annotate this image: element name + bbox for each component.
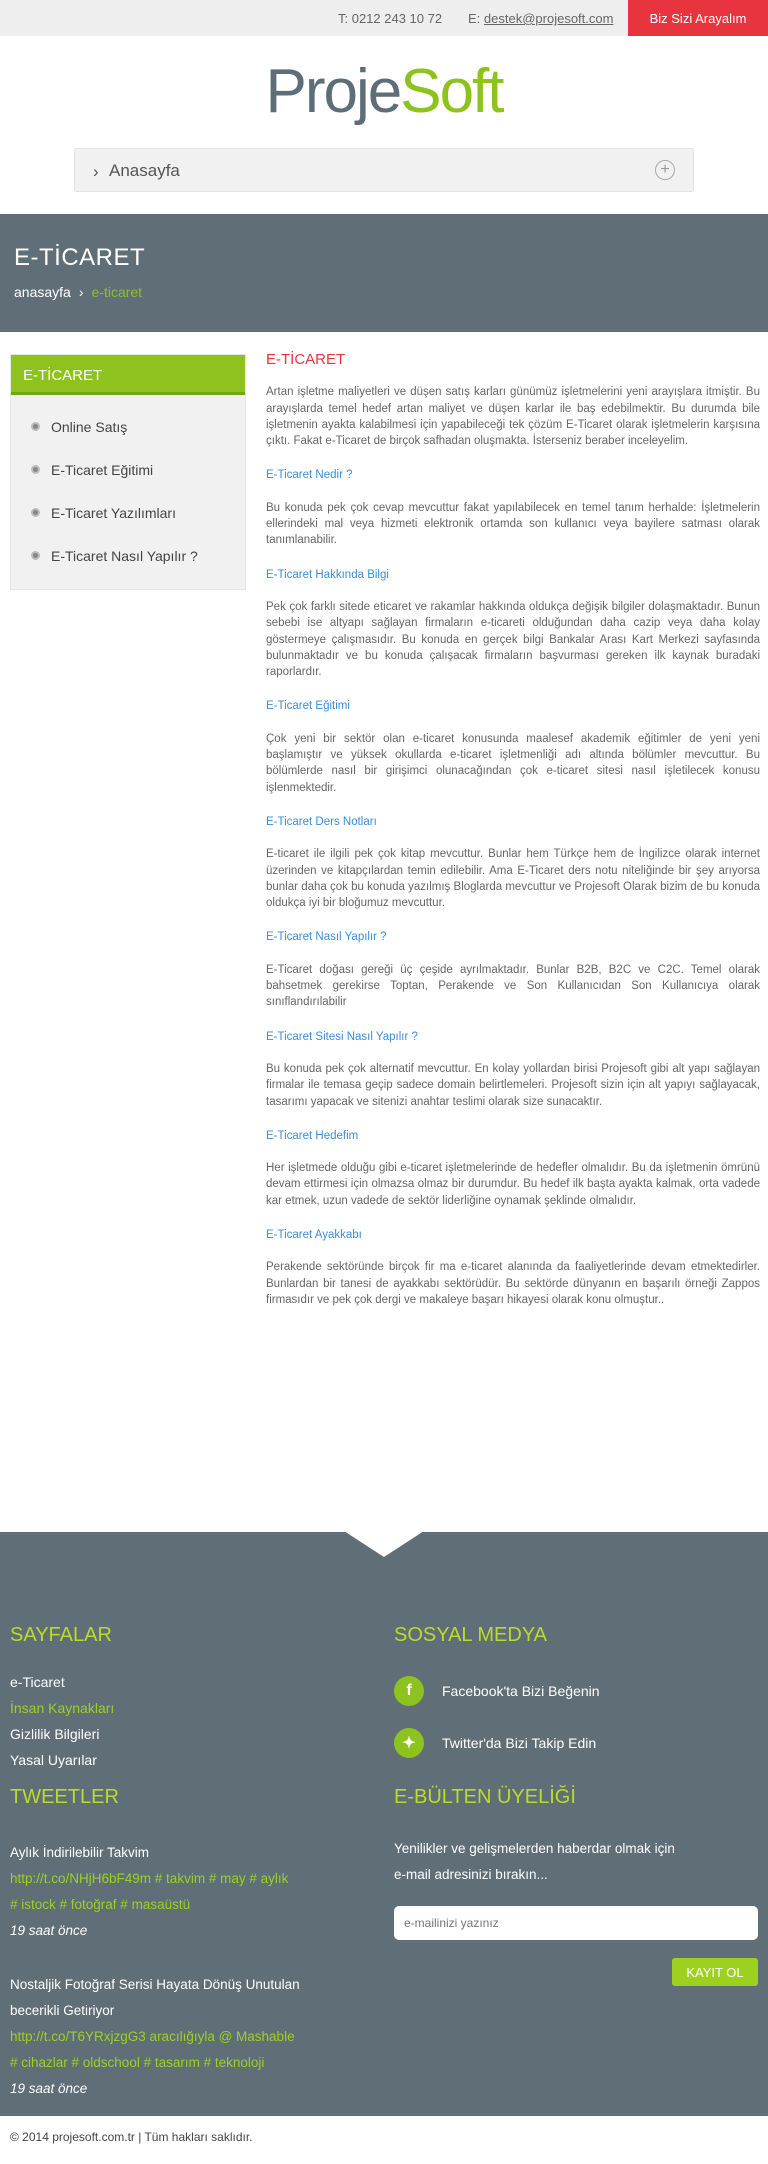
facebook-label: Facebook'ta Bizi Beğenin bbox=[442, 1683, 600, 1699]
newsletter-text-line1: Yenilikler ve gelişmelerden haberdar olmak için bbox=[394, 1841, 675, 1856]
sidebar-heading: E-TİCARET bbox=[11, 355, 245, 395]
main-nav-toggle[interactable] bbox=[74, 148, 694, 192]
phone-number: T: 0212 243 10 72 bbox=[338, 11, 443, 26]
section-paragraph: Bu konuda pek çok alternatif mevcuttur. En kolay yollardan birisi Projesoft gibi alt yapı sağlayan firmalar ile temasa geçip sadece domain belirtlemeleri. Projesoft sizin için alt yapıyı sağlayacak, tasarımı yapacak ve sitenizi anahtar teslimi olarak size sunacaktır. bbox=[266, 1062, 760, 1108]
site-logo[interactable] bbox=[0, 52, 768, 132]
twitter-icon: ✦ bbox=[394, 1728, 424, 1758]
section-heading: E-Ticaret Sitesi Nasıl Yapılır ? bbox=[266, 1030, 418, 1043]
section-heading: E-Ticaret Hedefim bbox=[266, 1129, 359, 1142]
section-paragraph: Pek çok farklı sitede eticaret ve rakamlar hakkında oldukça değişik bilgiler dolaşmaktadır. Bunun sebebi ise altyapı sağlayan firmaların e-ticareti olduğundan daha cazip veya daha kolay göstermeye çalışmasıdır. Bu konuda en gerçek bilgi Bankalar Arası Kart Merkezi sayfasında bulunmaktadır ve bu konuda çalışacak firmaların başvurması gereken ilk kaynak buradaki raporlardır. bbox=[266, 600, 760, 679]
sidebar-item-eticaret-yazilimlari[interactable] bbox=[11, 491, 245, 534]
section-paragraph: Bu konuda pek çok cevap mevcuttur fakat yapılabilecek en temel tanım herhalde: İşletmelerin ellerindeki mal veya hizmeti elektronik ortamda son kullanıcı veya bayilere satması olarak tanımlanabilir. bbox=[266, 501, 760, 547]
facebook-icon: f bbox=[394, 1676, 424, 1706]
tweet-item bbox=[10, 1840, 340, 1944]
newsletter-submit-button[interactable]: KAYIT OL bbox=[672, 1958, 758, 1986]
section-heading: E-Ticaret Ders Notları bbox=[266, 815, 377, 828]
call-me-button[interactable]: Biz Sizi Arayalım bbox=[628, 0, 768, 36]
copyright-bar bbox=[0, 2116, 768, 2164]
twitter-link[interactable] bbox=[394, 1728, 596, 1758]
section-paragraph: Her işletmede olduğu gibi e-ticaret işletmelerinde de hedefler olmalıdır. Bu da işletmenin ömrünü devam ettirmesi için olmazsa olmaz bir durumdur. Bu hedef ilk başta ayakta kalmak, orta vadede kar etmek, uzun vadede de sektör liderliğine oynamak şeklinde olmalıdır. bbox=[266, 1162, 760, 1207]
nav-current-label: Anasayfa bbox=[109, 161, 180, 180]
footer-social-heading: SOSYAL MEDYA bbox=[394, 1624, 548, 1646]
tweet-text: Aylık İndirilebilir Takvim bbox=[10, 1845, 150, 1860]
email-link[interactable]: destek@projesoft.com bbox=[483, 11, 614, 26]
bullet-icon bbox=[31, 422, 40, 431]
sidebar-item-label: E-Ticaret Yazılımları bbox=[51, 504, 176, 521]
section-paragraph: E-Ticaret doğası gereği üç çeşide ayrılmaktadır. Bunlar B2B, B2C ve C2C. Temel olarak bahsetmek gerekirse Toptan, Perakende ve Son Kullanıcıdan Son Kullanıcıya olarak sınıflandırılabilir bbox=[266, 963, 760, 1009]
footer-newsletter-heading: E-BÜLTEN ÜYELİĞİ bbox=[394, 1786, 576, 1808]
content-title: E-TİCARET bbox=[266, 351, 346, 368]
section-heading: E-Ticaret Hakkında Bilgi bbox=[266, 568, 389, 581]
sidebar-list bbox=[11, 395, 245, 577]
sidebar-item-label: E-Ticaret Eğitimi bbox=[51, 461, 154, 478]
main-content bbox=[266, 352, 760, 1308]
footer-pages-heading: SAYFALAR bbox=[10, 1624, 112, 1646]
intro-paragraph: Artan işletme maliyetleri ve düşen satış karları günümüz işletmelerini yeni arayışlara itmiştir. Bu arayışlarda temel hedef artan maliyet ve düşen karlar ile baş edebilmektir. Bu durumda bile işletmenin ayakta kalabilmesi için yapabileceği tek çözüm E-Ticaret olarak işletmelerin karşısına çıktı. Fakat e-Ticaret de birçok safhadan oluşmakta. İsterseniz beraber inceleyelim. bbox=[266, 386, 760, 448]
breadcrumb-home[interactable]: anasayfa bbox=[14, 284, 71, 300]
sidebar-item-online-satis[interactable] bbox=[11, 405, 245, 448]
section-paragraph: Çok yeni bir sektör olan e-ticaret konusunda maalesef akademik eğitimler de yeni yeni başlamıştır ve yüksek okullarda e-ticaret işletmenliği adı altında bölümler mevcuttur. Bu bölümlerde nasıl bir girişimci olunacağından çok e-ticaret sitesi nasıl işletilecek konusu işlenmektedir. bbox=[266, 732, 760, 794]
section-heading: E-Ticaret Ayakkabı bbox=[266, 1228, 362, 1241]
tweet-time: 19 saat önce bbox=[10, 1923, 88, 1938]
sidebar-item-label: Online Satış bbox=[51, 418, 128, 435]
top-bar bbox=[0, 0, 768, 36]
breadcrumb-current: e-ticaret bbox=[91, 284, 143, 300]
tweet-item bbox=[10, 1972, 340, 2102]
footer-link-eticaret[interactable]: e-Ticaret bbox=[10, 1674, 65, 1690]
page-header bbox=[0, 214, 768, 332]
sidebar-item-eticaret-egitimi[interactable] bbox=[11, 448, 245, 491]
contact-email bbox=[468, 11, 613, 26]
footer-tweets-heading: TWEETLER bbox=[10, 1786, 119, 1808]
section-heading: E-Ticaret Nedir ? bbox=[266, 469, 353, 482]
tweet-link[interactable]: http://t.co/T6YRxjzgG3 aracılığıyla @ Mashable bbox=[10, 2029, 295, 2044]
tweet-text-cont: becerikli Getiriyor bbox=[10, 2003, 115, 2018]
tweet-time: 19 saat önce bbox=[10, 2081, 88, 2096]
section-heading: E-Ticaret Nasıl Yapılır ? bbox=[266, 931, 387, 944]
bullet-icon bbox=[31, 551, 40, 560]
breadcrumb-separator-icon: › bbox=[78, 284, 84, 300]
section-heading: E-Ticaret Eğitimi bbox=[266, 700, 350, 713]
newsletter-description bbox=[394, 1836, 724, 1888]
logo-part-soft: Soft bbox=[400, 57, 503, 126]
copyright-text: © 2014 projesoft.com.tr | Tüm hakları saklıdır. bbox=[10, 2130, 253, 2144]
tweet-text: Nostaljik Fotoğraf Serisi Hayata Dönüş Unutulan bbox=[10, 1977, 300, 1992]
sidebar-item-label: E-Ticaret Nasıl Yapılır ? bbox=[51, 547, 198, 564]
breadcrumb bbox=[14, 284, 142, 300]
footer-link-yasal[interactable]: Yasal Uyarılar bbox=[10, 1752, 97, 1768]
email-prefix: E: bbox=[468, 11, 481, 26]
section-paragraph: Perakende sektöründe birçok fir ma e-ticaret alanında da faaliyetlerinde devam etmektedirler. Bunlardan bir tanesi de ayakkabı sektörüdür. Bu sektörde dünyanın en başarılı örneği Zappos firmasıdır ve pek çok dergi ve makaleye başarı hikayesi olarak konu olmuştur.. bbox=[266, 1261, 760, 1306]
twitter-label: Twitter'da Bizi Takip Edin bbox=[442, 1735, 597, 1751]
newsletter-text-line2: e-mail adresinizi bırakın... bbox=[394, 1867, 548, 1882]
footer-link-gizlilik[interactable]: Gizlilik Bilgileri bbox=[10, 1726, 100, 1742]
section-paragraph: E-ticaret ile ilgili pek çok kitap mevcuttur. Bunlar hem Türkçe hem de İngilizce olarak internet üzerinden ve kitapçılardan temin edilebilir. Ama E-Ticaret ders notu niteliğinde bir şey arıyorsa bunlar daha çok bu konuda yazılmış Bloglarda mevcuttur ve Projesoft Olarak bizim de bu konuda oldukça iyi bir bloğumuz mevcuttur. bbox=[266, 848, 760, 910]
expand-plus-icon[interactable]: + bbox=[655, 160, 675, 180]
footer-notch bbox=[344, 1531, 424, 1557]
logo-part-proje: Proje bbox=[265, 57, 401, 126]
sidebar-item-eticaret-nasil-yapilir[interactable] bbox=[11, 534, 245, 577]
page-title: E-TİCARET bbox=[14, 244, 146, 271]
tweet-hashtags[interactable]: # istock # fotoğraf # masaüstü bbox=[10, 1897, 191, 1912]
bullet-icon bbox=[31, 508, 40, 517]
sidebar-menu bbox=[10, 354, 246, 590]
tweet-link[interactable]: http://t.co/NHjH6bF49m # takvim # may # aylık bbox=[10, 1871, 289, 1886]
chevron-right-icon: › bbox=[93, 162, 99, 181]
newsletter-email-input[interactable] bbox=[394, 1906, 758, 1940]
tweet-hashtags[interactable]: # cihazlar # oldschool # tasarım # teknoloji bbox=[10, 2055, 265, 2070]
facebook-link[interactable] bbox=[394, 1676, 600, 1706]
footer-link-insan-kaynaklari[interactable]: İnsan Kaynakları bbox=[10, 1700, 115, 1716]
bullet-icon bbox=[31, 465, 40, 474]
